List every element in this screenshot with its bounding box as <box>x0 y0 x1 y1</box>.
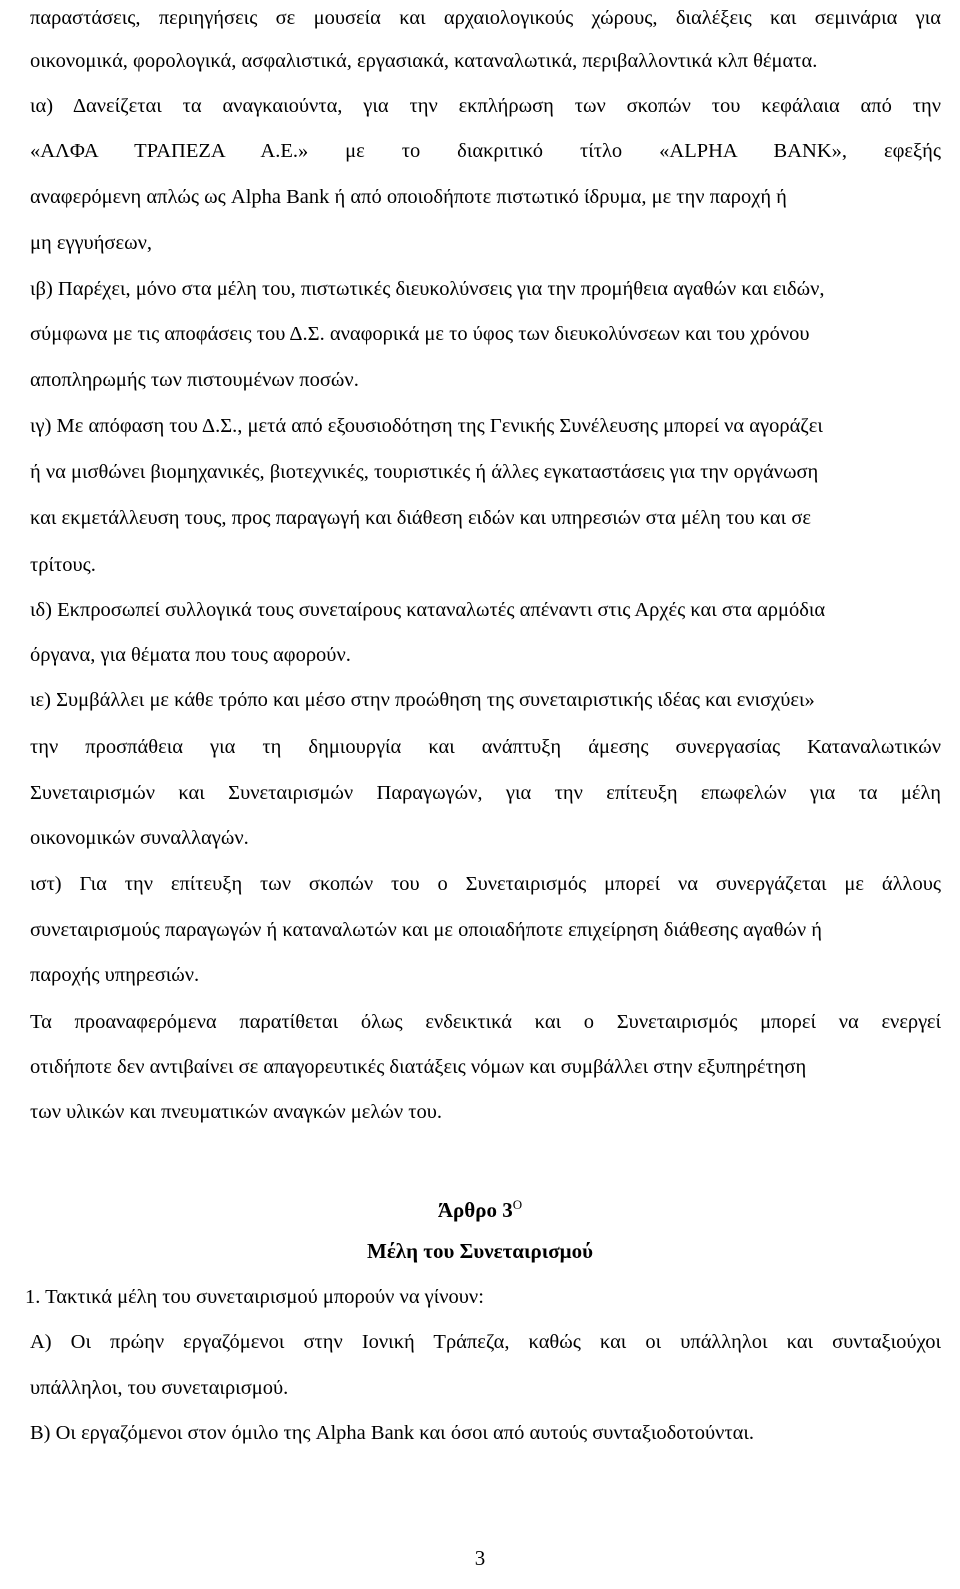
text-line: όργανα, για θέματα που τους αφορούν. <box>30 644 351 666</box>
text-line: ια) Δανείζεται τα αναγκαιούντα, για την εκπλήρωση των σκοπών του κεφάλαια από την <box>30 95 941 117</box>
text-line: αναφερόμενη απλώς ως Alpha Bank ή από οποιοδήποτε πιστωτικό ίδρυμα, με την παροχή ή <box>30 186 787 208</box>
text-line: και εκμετάλλευση τους, προς παραγωγή και διάθεση ειδών και υπηρεσιών στα μέλη του και σε <box>30 507 811 529</box>
text-line: την προσπάθεια για τη δημιουργία και ανάπτυξη άμεσης συνεργασίας Καταναλωτικών <box>30 736 941 758</box>
article-subtitle: Μέλη του Συνεταιρισμού <box>367 1239 593 1263</box>
text-line: οικονομικά, φορολογικά, ασφαλιστικά, εργασιακά, καταναλωτικά, περιβαλλοντικά κλπ θέματα. <box>30 50 818 72</box>
text-line: παραστάσεις, περιηγήσεις σε μουσεία και αρχαιολογικούς χώρους, διαλέξεις και σεμινάρια για <box>30 7 941 29</box>
text-line: ιγ) Με απόφαση του Δ.Σ., μετά από εξουσιοδότηση της Γενικής Συνέλευσης μπορεί να αγοράζει <box>30 415 823 437</box>
text-line: ιβ) Παρέχει, μόνο στα μέλη του, πιστωτικές διευκολύνσεις για την προμήθεια αγαθών και ειδών, <box>30 278 825 300</box>
text-line: συνεταιρισμούς παραγωγών ή καταναλωτών και με οποιαδήποτε επιχείρηση διάθεσης αγαθών ή <box>30 919 823 941</box>
text-line: οτιδήποτε δεν αντιβαίνει σε απαγορευτικές διατάξεις νόμων και συμβάλλει στην εξυπηρέτηση <box>30 1056 807 1078</box>
text-line: ιστ) Για την επίτευξη των σκοπών του ο Συνεταιρισμός μπορεί να συνεργάζεται με άλλους <box>30 873 941 895</box>
text-line: Τα προαναφερόμενα παρατίθεται όλως ενδεικτικά και ο Συνεταιρισμός μπορεί να ενεργεί <box>30 1011 941 1033</box>
text-line: αποπληρωμής των πιστουμένων ποσών. <box>30 369 359 391</box>
members-line: Α) Οι πρώην εργαζόμενοι στην Ιονική Τράπεζα, καθώς και οι υπάλληλοι και συνταξιούχοι <box>30 1331 941 1353</box>
members-line: 1. Τακτικά μέλη του συνεταιρισμού μπορούν να γίνουν: <box>25 1286 484 1308</box>
article-heading <box>0 1193 960 1222</box>
text-line: παροχής υπηρεσιών. <box>30 964 200 986</box>
text-line: ιε) Συμβάλλει με κάθε τρόπο και μέσο στην προώθηση της συνεταιριστικής ιδέας και ενισχύει» <box>30 689 815 711</box>
text-line: οικονομικών συναλλαγών. <box>30 827 249 849</box>
text-line: Συνεταιρισμών και Συνεταιρισμών Παραγωγών, για την επίτευξη επωφελών για τα μέλη <box>30 782 941 804</box>
page-number: 3 <box>474 1546 486 1570</box>
text-line: σύμφωνα με τις αποφάσεις του Δ.Σ. αναφορικά με το ύφος των διευκολύνσεων και του χρόνου <box>30 323 810 345</box>
article-title: Άρθρο 3 <box>437 1198 513 1222</box>
text-line: τρίτους. <box>30 554 96 576</box>
text-line: ή να μισθώνει βιομηχανικές, βιοτεχνικές, τουριστικές ή άλλες εγκαταστάσεις για την οργάνωση <box>30 461 819 483</box>
text-line: ιδ) Εκπροσωπεί συλλογικά τους συνεταίρους καταναλωτές απέναντι στις Αρχές και στα αρμόδια <box>30 599 826 621</box>
article-symbol: Ο <box>512 1197 523 1212</box>
text-line: των υλικών και πνευματικών αναγκών μελών του. <box>30 1101 442 1123</box>
members-line: Β) Οι εργαζόμενοι στον όμιλο της Alpha Bank και όσοι από αυτούς συνταξιοδοτούνται. <box>30 1422 755 1444</box>
text-line: «ΑΛΦΑ ΤΡΑΠΕΖΑ Α.Ε.» με το διακριτικό τίτλο «ALPHA BANK», εφεξής <box>30 140 941 162</box>
members-line: υπάλληλοι, του συνεταιρισμού. <box>30 1377 289 1399</box>
text-line: μη εγγυήσεων, <box>30 232 152 254</box>
